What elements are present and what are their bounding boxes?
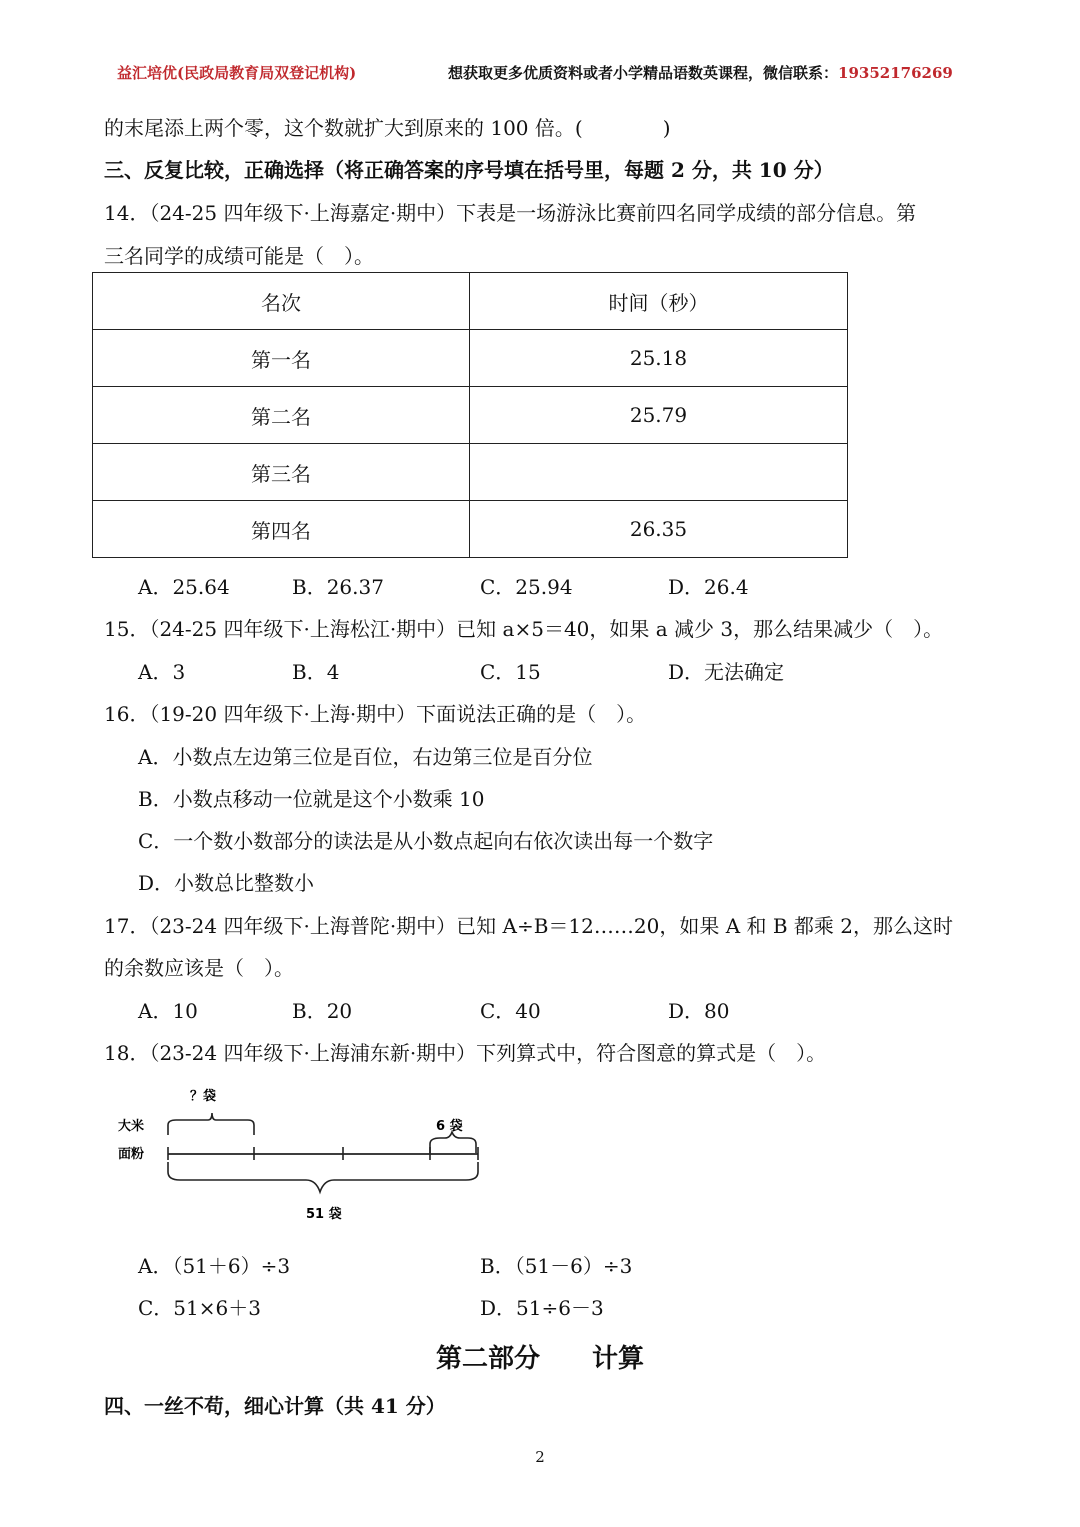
section4-title: 四、一丝不苟，细心计算（共 41 分） (104, 1394, 446, 1418)
q14-rank-table (92, 272, 848, 558)
q16-option-d: D．小数总比整数小 (138, 871, 315, 895)
q15-option-c: C．15 (480, 660, 541, 684)
diagram-question-label: ？袋 (190, 1089, 217, 1104)
q18-text: 18．（23-24 四年级下·上海浦东新·期中）下列算式中，符合图意的算式是（ ）。 (104, 1041, 827, 1065)
q16-option-c: C．一个数小数部分的读法是从小数点起向右依次读出每一个数字 (138, 829, 714, 853)
table-cell: 第一名 (93, 330, 470, 387)
q14-text-line2: 三名同学的成绩可能是（ ）。 (104, 244, 374, 268)
total-brace (168, 1162, 478, 1192)
q17-option-b: B．20 (292, 999, 353, 1023)
section3-title: 三、反复比较，正确选择（将正确答案的序号填在括号里，每题 2 分，共 10 分） (104, 158, 834, 182)
rice-brace (168, 1113, 254, 1135)
q17-text-line1: 17．（23-24 四年级下·上海普陀·期中）已知 A÷B＝12……20，如果 A 和 B 都乘 2，那么这时 (104, 914, 953, 938)
q15-option-d: D．无法确定 (668, 660, 785, 684)
q16-option-b: B．小数点移动一位就是这个小数乘 10 (138, 787, 485, 811)
table-row (93, 387, 848, 444)
q15-option-a: A．3 (138, 660, 186, 684)
q14-text-line1: 14．（24-25 四年级下·上海嘉定·期中）下表是一场游泳比赛前四名同学成绩的部分信息。第 (104, 201, 917, 225)
table-row (93, 330, 848, 387)
q16-text: 16．（19-20 四年级下·上海·期中）下面说法正确的是（ ）。 (104, 702, 647, 726)
table-cell (470, 444, 848, 501)
q14-option-c: C．25.94 (480, 575, 573, 599)
part2-title: 第二部分 计算 (435, 1344, 644, 1374)
table-cell: 25.18 (470, 330, 848, 387)
extra-bags-label: 6 袋 (436, 1119, 463, 1134)
q18-option-b: B．（51－6）÷3 (480, 1254, 633, 1278)
q14-option-b: B．26.37 (292, 575, 384, 599)
carry-over-line: 的末尾添上两个零，这个数就扩大到原来的 100 倍。( ) (104, 116, 671, 140)
header-contact (448, 62, 953, 83)
table-cell: 第三名 (93, 444, 470, 501)
q17-option-d: D．80 (668, 999, 730, 1023)
q17-option-a: A．10 (138, 999, 198, 1023)
q14-option-d: D．26.4 (668, 575, 749, 599)
q15-option-b: B．4 (292, 660, 340, 684)
total-label: 51 袋 (306, 1207, 342, 1222)
q17-option-c: C．40 (480, 999, 541, 1023)
header-org-name: 益汇培优(民政局教育局双登记机构) (117, 64, 357, 82)
page-number: 2 (535, 1448, 545, 1466)
q18-option-d: D．51÷6－3 (480, 1296, 604, 1320)
rice-label: 大米 (118, 1119, 145, 1134)
table-header-row (93, 273, 848, 330)
table-row (93, 444, 848, 501)
table-cell: 25.79 (470, 387, 848, 444)
q17-text-line2: 的余数应该是（ ）。 (104, 956, 294, 980)
q18-option-c: C．51×6＋3 (138, 1296, 261, 1320)
q16-option-a: A．小数点左边第三位是百位，右边第三位是百分位 (138, 745, 593, 769)
q14-option-a: A．25.64 (138, 575, 230, 599)
table-cell: 第四名 (93, 501, 470, 558)
extra-brace (430, 1132, 476, 1153)
table-cell: 第二名 (93, 387, 470, 444)
table-header-cell: 名次 (93, 273, 470, 330)
q18-option-a: A．（51＋6）÷3 (138, 1254, 291, 1278)
table-cell: 26.35 (470, 501, 848, 558)
q18-segment-diagram (100, 1080, 500, 1230)
q15-text: 15．（24-25 四年级下·上海松江·期中）已知 a×5＝40，如果 a 减少 3，那么结果减少（ ）。 (104, 617, 944, 641)
header-contact-text: 想获取更多优质资料或者小学精品语数英课程，微信联系： (448, 64, 839, 82)
table-row (93, 501, 848, 558)
table-header-cell: 时间（秒） (470, 273, 848, 330)
flour-label: 面粉 (118, 1147, 145, 1162)
header-phone: 19352176269 (838, 64, 953, 82)
